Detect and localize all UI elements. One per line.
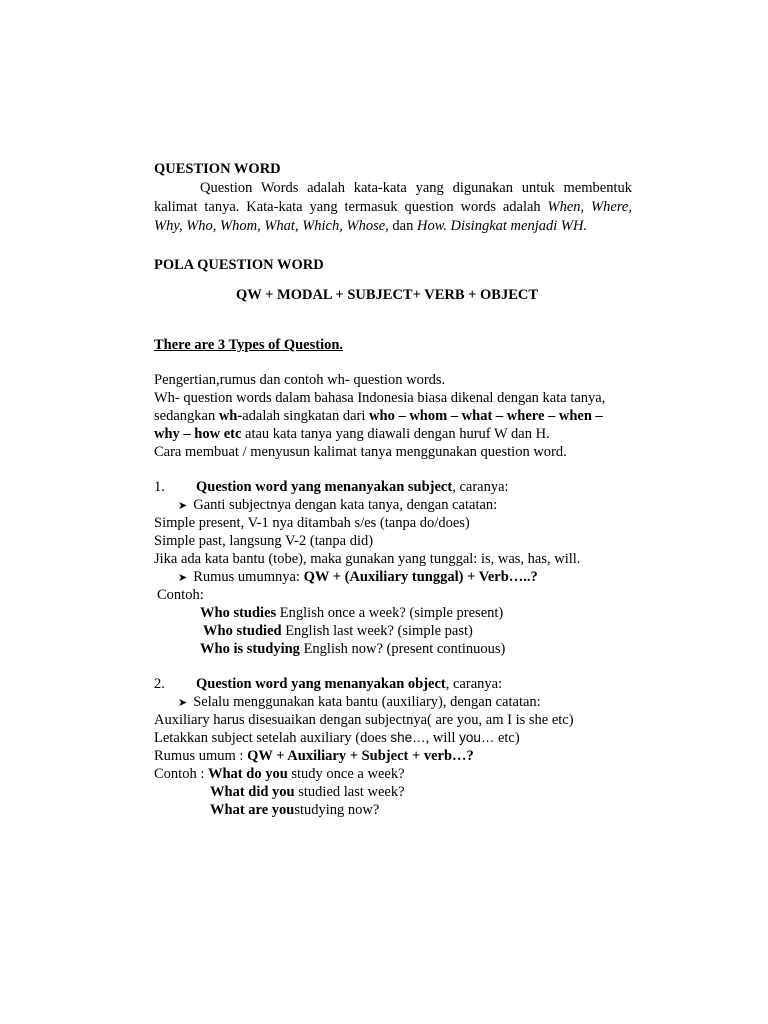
section-1-note-1: Simple present, V-1 nya ditambah s/es (tanpa do/does) — [154, 515, 470, 531]
section-1-example-1: Who studies English once a week? (simple present) — [200, 605, 504, 621]
section-1-bullet-1: ➤ Ganti subjectnya dengan kata tanya, dengan catatan: — [178, 497, 498, 513]
arrow-bullet-icon: ➤ — [178, 572, 188, 584]
definition-line-1: Pengertian,rumus dan contoh wh- question words. — [154, 372, 446, 388]
section-2-contoh-line-1: Contoh : What do you study once a week? — [154, 766, 405, 782]
formula: QW + MODAL + SUBJECT+ VERB + OBJECT — [236, 287, 539, 303]
definition-line-2: Wh- question words dalam bahasa Indonesia biasa dikenal dengan kata tanya, — [154, 390, 606, 406]
section-2-number: 2. — [154, 676, 165, 692]
title: QUESTION WORD — [154, 161, 281, 177]
section-1-title: Question word yang menanyakan subject, caranya: — [196, 479, 509, 495]
section-2-note-2: Letakkan subject setelah auxiliary (does she…, will you… etc) — [154, 730, 520, 746]
intro-line-1: Question Words adalah kata-kata yang digunakan untuk membentuk — [200, 180, 632, 196]
definition-line-3: sedangkan wh-adalah singkatan dari who – whom – what – where – when – — [154, 408, 603, 424]
section-1-bullet-2: ➤ Rumus umumnya: QW + (Auxiliary tunggal) + Verb…..? — [178, 569, 538, 585]
section-2-example-3: What are youstudying now? — [210, 802, 380, 818]
definition-line-4: why – how etc atau kata tanya yang diawali dengan huruf W dan H. — [154, 426, 550, 442]
arrow-bullet-icon: ➤ — [178, 697, 188, 709]
section-2-rumus: Rumus umum : QW + Auxiliary + Subject + verb…? — [154, 748, 474, 764]
section-1-example-2: Who studied English last week? (simple past) — [203, 623, 473, 639]
intro-line-3: Why, Who, Whom, What, Which, Whose, dan How. Disingkat menjadi WH. — [154, 218, 588, 234]
pola-heading: POLA QUESTION WORD — [154, 257, 324, 273]
section-2-title: Question word yang menanyakan object, caranya: — [196, 676, 503, 692]
definition-line-5: Cara membuat / menyusun kalimat tanya menggunakan question word. — [154, 444, 567, 460]
section-2-bullet-1: ➤ Selalu menggunakan kata bantu (auxiliary), dengan catatan: — [178, 694, 541, 710]
intro-line-2: kalimat tanya. Kata-kata yang termasuk question words adalah When, Where, — [154, 199, 632, 215]
section-1-contoh: Contoh: — [157, 587, 204, 603]
section-1-example-3: Who is studying English now? (present continuous) — [200, 641, 506, 657]
section-2-note-1: Auxiliary harus disesuaikan dengan subjectnya( are you, am I is she etc) — [154, 712, 574, 728]
section-1-note-3: Jika ada kata bantu (tobe), maka gunakan yang tunggal: is, was, has, will. — [154, 551, 581, 567]
types-heading: There are 3 Types of Question. — [154, 337, 344, 353]
section-1-number: 1. — [154, 479, 165, 495]
arrow-bullet-icon: ➤ — [178, 500, 188, 512]
section-1-note-2: Simple past, langsung V-2 (tanpa did) — [154, 533, 374, 549]
section-2-example-2: What did you studied last week? — [210, 784, 405, 800]
